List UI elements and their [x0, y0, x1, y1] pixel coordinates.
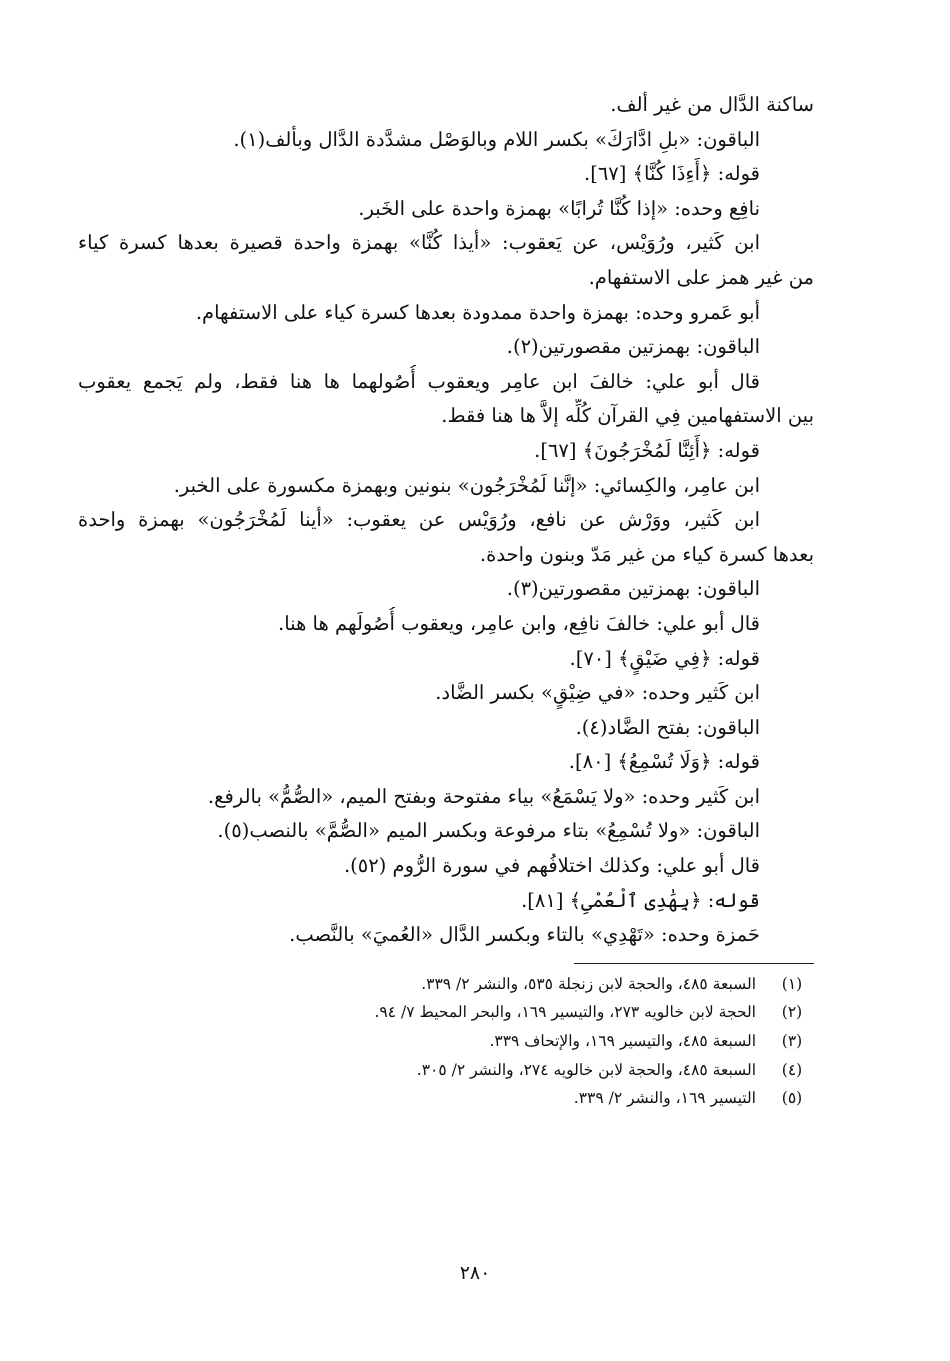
footnote-text: الحجة لابن خالويه ٢٧٣، والتيسير ١٦٩، والبحر المحيط ٧/ ٩٤. [374, 1003, 756, 1022]
footnote-text: السبعة ٤٨٥، والحجة لابن خالويه ٢٧٤، والنشر ٢/ ٣٠٥. [416, 1060, 756, 1079]
text-line: بعدها كسرة كياء من غير مَدّ وبنون واحدة. [479, 542, 814, 566]
page-number: ٢٨٠ [459, 1262, 491, 1284]
text-line: قال أبو علي: خالفَ نافِع، وابن عامِر، ويعقوب أُصُولَهم ها هنا. [278, 611, 760, 635]
text-line: قوله: ﴿بِهَٰدِى ٱلْعُمْىِ﴾ [٨١]. [521, 888, 760, 912]
text-line: ابن كَثير وحده: «ولا يَسْمَعُ» بياء مفتوحة وبفتح الميم، «الصُّمُّ» بالرفع. [207, 784, 760, 808]
text-line: حَمزة وحده: «تَهْدِي» بالتاء وبكسر الدَّال «العُميَ» بالنَّصب. [289, 923, 760, 947]
footnote [78, 970, 814, 999]
footnote [78, 1084, 814, 1113]
text-line: الباقون: بهمزتين مقصورتين(٣). [506, 577, 760, 601]
text-line: قوله: ﴿وَلَا تُسْمِعُ﴾ [٨٠]. [568, 750, 760, 774]
text-line: ابن كَثير وحده: «في ضِيْقٍ» بكسر الضَّاد. [435, 681, 760, 705]
text-line: من غير همز على الاستفهام. [588, 265, 814, 289]
text-line: ابن كَثير، ورُوَيْس، عن يَعقوب: «أيذا كُنَّا» بهمزة واحدة قصيرة بعدها كسرة كياء [78, 231, 760, 255]
text-line: الباقون: «ولا تُسْمِعُ» بتاء مرفوعة وبكسر الميم «الصُّمَّ» بالنصب(٥). [217, 819, 760, 843]
footnote-text: السبعة ٤٨٥، والحجة لابن زنجلة ٥٣٥، والنشر ٢/ ٣٣٩. [421, 974, 756, 993]
text-line: قال أبو علي: خالفَ ابن عامِر ويعقوب أُصُولهما ها هنا فقط، ولم يَجمع يعقوب [78, 369, 760, 393]
text-line: قوله: ﴿أَءِذَا كُنَّا﴾ [٦٧]. [584, 162, 760, 186]
text-line: قوله: ﴿أَئِنَّا لَمُخْرَجُونَ﴾ [٦٧]. [534, 438, 760, 462]
text-line: قوله: ﴿فِي ضَيْقٍ﴾ [٧٠]. [569, 646, 760, 670]
text-line: الباقون: بهمزتين مقصورتين(٢). [506, 335, 760, 359]
footnote [78, 1027, 814, 1056]
text-line: ساكنة الدَّال من غير ألف. [610, 93, 814, 116]
footnote [78, 998, 814, 1027]
footnote [78, 1056, 814, 1085]
footnote-text: التيسير ١٦٩، والنشر ٢/ ٣٣٩. [573, 1089, 756, 1108]
text-line: أبو عَمرو وحده: بهمزة واحدة ممدودة بعدها كسرة كياء على الاستفهام. [195, 300, 760, 324]
text-line: ابن كَثير، ووَرْش عن نافع، ورُوَيْس عن يعقوب: «أينا لَمُخْرَجُون» بهمزة واحدة [78, 508, 760, 532]
footnote-number: (٣) [781, 1032, 803, 1051]
text-line: بين الاستفهامين فِي القرآن كُلِّه إلاَّ ها هنا فقط. [441, 404, 814, 428]
text-line: نافِع وحده: «إذا كُنَّا تُرابًا» بهمزة واحدة على الخَبر. [358, 196, 760, 220]
footnote-number: (٤) [781, 1060, 803, 1079]
page-body [78, 88, 814, 1113]
text-line: ابن عامِر، والكِسائي: «إنَّنا لَمُخْرَجُون» بنونين وبهمزة مكسورة على الخبر. [173, 473, 760, 497]
footnote-number: (١) [781, 974, 803, 993]
footnote-text: السبعة ٤٨٥، والتيسير ١٦٩، والإتحاف ٣٣٩. [489, 1032, 756, 1051]
footnote-number: (٥) [781, 1089, 803, 1108]
text-line: الباقون: «بلِ ادَّارَكَ» بكسر اللام وبالوَصْل مشدَّدة الدَّال وبألف(١). [233, 127, 760, 151]
footnote-divider [574, 963, 814, 964]
text-line: الباقون: بفتح الضَّاد(٤). [575, 715, 760, 739]
text-line: قال أبو علي: وكذلك اختلافُهم في سورة الرُّوم (٥٢). [343, 854, 760, 878]
footnote-number: (٢) [781, 1003, 803, 1022]
